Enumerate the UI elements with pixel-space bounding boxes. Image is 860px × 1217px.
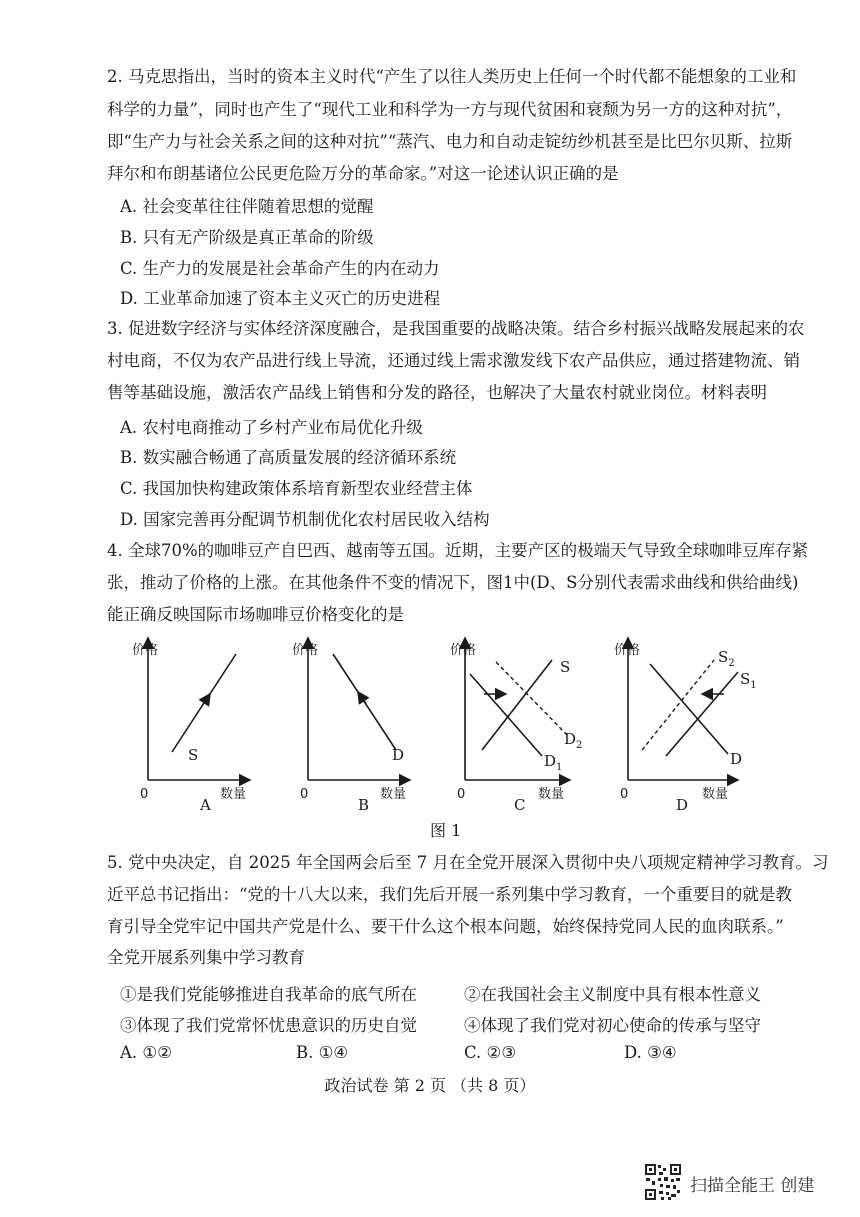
graph-c-origin: 0 (457, 787, 466, 802)
graph-c-demand-d2 (496, 662, 568, 736)
graph-b-movement-arrow (358, 692, 366, 704)
graph-b-d-label: D (392, 746, 405, 764)
graph-d-y-label: 价格 (614, 643, 641, 658)
q3-option-b: B. 数实融合畅通了高质量发展的经济循环系统 (120, 448, 457, 467)
q3-stem-line-3: 售等基础设施，激活农产品线上销售和分发的路径，也解决了大量农村就业岗位。材料表明 (107, 383, 767, 402)
graph-a (132, 638, 250, 814)
graph-c-panel-label: C (514, 796, 526, 814)
graph-d (614, 638, 757, 814)
figure-caption: 图 1 (430, 821, 462, 840)
graph-d-d-label: D (730, 750, 743, 768)
graph-b-panel-label: B (358, 796, 370, 814)
scanner-watermark (644, 1163, 844, 1203)
q3-option-a: A. 农村电商推动了乡村产业布局优化升级 (120, 418, 423, 437)
graph-c-x-label: 数量 (538, 787, 565, 802)
q5-item-3: ③体现了我们党常怀忧患意识的历史自觉 (120, 1016, 417, 1035)
supply-demand-figure (120, 632, 760, 847)
graph-b-y-label: 价格 (292, 643, 319, 658)
q5-stem-line-1: 5. 党中央决定，自 2025 年全国两会后至 7 月在全党开展深入贯彻中央八项规定精神学习教育。习 (107, 853, 829, 872)
q3-stem-line-1: 3. 促进数字经济与实体经济深度融合，是我国重要的战略决策。结合乡村振兴战略发展起来的农 (107, 319, 805, 338)
q5-item-1: ①是我们党能够推进自我革命的底气所在 (120, 985, 417, 1004)
q2-option-c: C. 生产力的发展是社会革命产生的内在动力 (120, 259, 440, 278)
q5-stem-line-3: 育引导全党牢记中国共产党是什么、要干什么这个根本问题，始终保持党同人民的血肉联系。” (107, 917, 784, 936)
q5-choice-c: C. ②③ (464, 1043, 517, 1062)
q5-choice-b: B. ①④ (296, 1043, 349, 1062)
q5-stem-line-2: 近平总书记指出：“党的十八大以来，我们先后开展一系列集中学习教育，一个重要目的就是教 (107, 885, 792, 904)
graph-d-demand-curve (650, 664, 728, 754)
graph-b-origin: 0 (300, 787, 309, 802)
graph-a-panel-label: A (200, 796, 211, 814)
q4-stem-line-3: 能正确反映国际市场咖啡豆价格变化的是 (107, 605, 404, 624)
graph-c (450, 638, 582, 814)
q3-stem-line-2: 村电商，不仅为农产品进行线上导流，还通过线上需求激发线下农产品供应，通过搭建物流、销 (107, 351, 800, 370)
graph-a-x-label: 数量 (220, 787, 247, 802)
graph-c-y-label: 价格 (450, 643, 477, 658)
graph-a-movement-arrow (202, 694, 210, 706)
q2-option-a: A. 社会变革往往伴随着思想的觉醒 (120, 197, 374, 216)
q4-stem-line-2: 张，推动了价格的上涨。在其他条件不变的情况下，图1中(D、S分别代表需求曲线和供给曲线) (107, 573, 799, 592)
q3-option-c: C. 我国加快构建政策体系培育新型农业经营主体 (120, 479, 473, 498)
graph-d-s2-label: $S_2$ (718, 648, 735, 669)
q2-option-d: D. 工业革命加速了资本主义灭亡的历史进程 (120, 289, 441, 308)
graph-d-origin: 0 (620, 787, 629, 802)
q3-option-d: D. 国家完善再分配调节机制优化农村居民收入结构 (120, 510, 490, 529)
graph-c-s-label: S (560, 658, 571, 676)
graph-b-x-label: 数量 (380, 787, 407, 802)
graph-c-d1-label: $D_1$ (544, 752, 563, 773)
q2-option-b: B. 只有无产阶级是真正革命的阶级 (120, 228, 374, 247)
q2-stem-line-2: 科学的力量”，同时也产生了“现代工业和科学为一方与现代贫困和衰颓为另一方的这种对抗”， (107, 100, 793, 119)
graph-b (292, 638, 410, 814)
q5-choice-d: D. ③④ (624, 1043, 677, 1062)
graph-c-supply-curve (482, 660, 552, 750)
graph-d-supply-s1 (666, 672, 738, 756)
q4-stem-line-1: 4. 全球70%的咖啡豆产自巴西、越南等五国。近期，主要产区的极端天气导致全球咖啡豆库存紧 (107, 541, 809, 560)
q5-item-2: ②在我国社会主义制度中具有根本性意义 (464, 985, 761, 1004)
figure-1-graphs (120, 632, 760, 847)
q5-choice-a: A. ①② (120, 1043, 172, 1062)
q5-item-4: ④体现了我们党对初心使命的传承与坚守 (464, 1016, 761, 1035)
graph-a-y-label: 价格 (132, 643, 159, 658)
qr-code-icon (644, 1163, 682, 1201)
graph-d-x-label: 数量 (702, 787, 729, 802)
q5-stem-line-4: 全党开展系列集中学习教育 (107, 948, 305, 967)
graph-d-s1-label: $S_1$ (740, 670, 757, 691)
q2-stem-line-3: 即“生产力与社会关系之间的这种对抗”“蒸汽、电力和自动走锭纺纱机甚至是比巴尔贝斯、拉斯 (107, 132, 793, 151)
graph-a-s-label: S (188, 746, 199, 764)
scanner-watermark-label: 扫描全能王 创建 (690, 1176, 815, 1196)
graph-d-panel-label: D (676, 796, 689, 814)
graph-c-d2-label: $D_2$ (564, 730, 583, 751)
q2-stem-line-1: 2. 马克思指出，当时的资本主义时代“产生了以往人类历史上任何一个时代都不能想象的工业和 (107, 67, 797, 86)
graph-d-supply-s2 (642, 660, 714, 750)
page-footer: 政治试卷 第 2 页 （共 8 页） (324, 1076, 536, 1095)
graph-a-origin: 0 (140, 787, 149, 802)
q2-stem-line-4: 拜尔和布朗基诸位公民更危险万分的革命家。”对这一论述认识正确的是 (107, 164, 619, 183)
